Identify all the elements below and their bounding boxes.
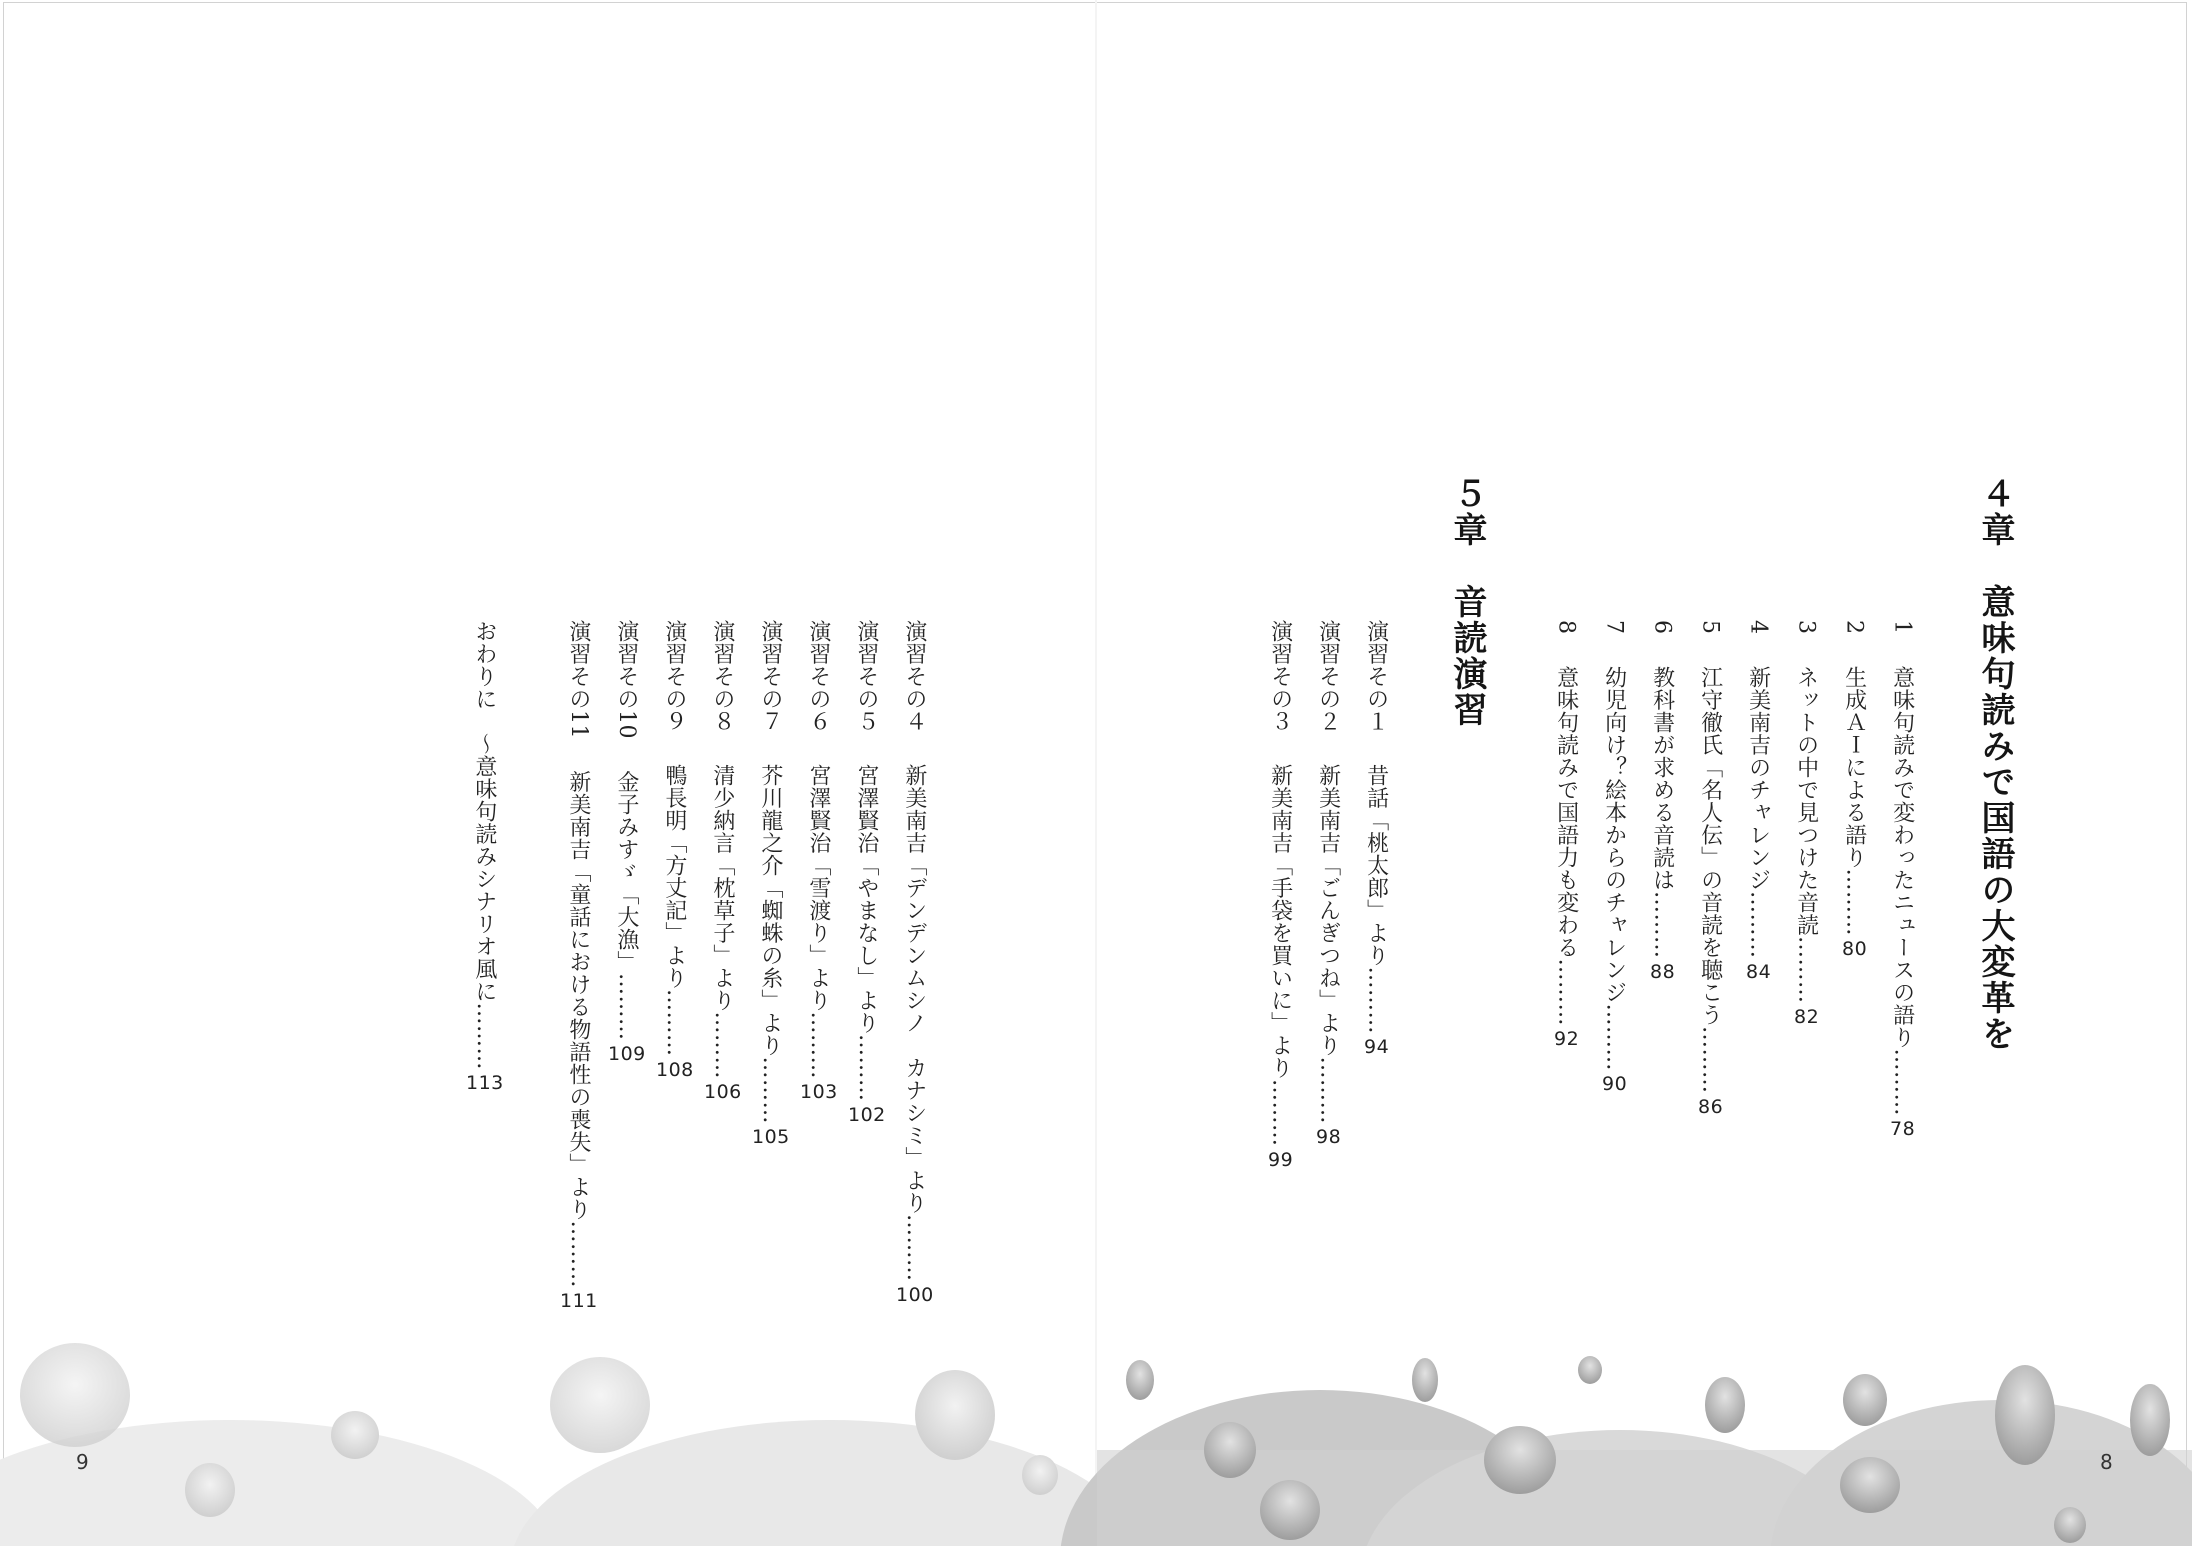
page-number: 105 [752,1126,790,1148]
item-title: 意味句読みで国語力も変わる……… [1553,666,1579,1026]
exercise-label: 演習その１ [1363,620,1389,733]
closing-item[interactable] [466,620,502,1093]
page-number: 100 [896,1283,934,1306]
page-number: 103 [800,1081,838,1103]
item-title: 清少納言「枕草子」より……… [709,764,735,1079]
chapter4-item[interactable] [1745,620,1772,983]
page-number: 92 [1554,1028,1580,1050]
chapter5-item[interactable] [1315,620,1342,1148]
page-number: 113 [466,1072,504,1094]
chapter5-item[interactable] [1267,620,1294,1171]
exercise-label: 演習その７ [757,620,783,733]
item-title: 江守徹氏「名人伝」の音読を聴こう……… [1697,666,1723,1094]
page-number: 84 [1746,960,1772,983]
item-number: 4 [1745,620,1771,635]
exercise-label: 演習その３ [1267,620,1293,733]
page-number: 78 [1890,1118,1916,1140]
chapter4-item[interactable] [1649,620,1676,983]
exercise-label: 演習その８ [709,620,735,733]
chapter5-item[interactable] [896,620,932,1305]
item-number: 2 [1841,620,1867,635]
chapter4-heading: ４章 意味句読みで国語の大変革を [1975,476,2015,1052]
page-number: 86 [1698,1095,1724,1118]
item-title: 意味句読みで変わったニュースの語り……… [1889,666,1915,1116]
chapter5-item[interactable] [704,620,740,1102]
page-number: 106 [704,1081,742,1103]
chapter5-item[interactable] [752,620,788,1147]
page-number: 111 [560,1290,598,1312]
chapter5-item[interactable] [608,620,644,1064]
chapter4-item[interactable] [1793,620,1820,1028]
chapter5-item[interactable] [656,620,692,1080]
item-number: 5 [1697,620,1723,635]
exercise-label: 演習その６ [805,620,831,733]
page-number: 88 [1650,960,1676,983]
item-title: 新美南吉「手袋を買いに」より……… [1267,764,1293,1147]
item-number: 8 [1553,620,1579,635]
exercise-label: 演習その９ [661,620,687,733]
exercise-label: 演習その５ [853,620,879,733]
chapter5-item[interactable] [560,620,596,1311]
item-title: 教科書が求める音読は……… [1649,666,1675,959]
chapter5-item[interactable] [1363,620,1390,1058]
exercise-label: 演習その２ [1315,620,1341,733]
chapter4-item[interactable] [1889,620,1916,1140]
item-title: 新美南吉のチャレンジ……… [1745,666,1771,959]
item-title: 鴨長明「方丈記」より……… [661,764,687,1057]
page-number: 99 [1268,1148,1294,1171]
chapter4-item[interactable] [1697,620,1724,1118]
exercise-label: 演習その11 [565,620,591,739]
chapter5-item[interactable] [848,620,884,1125]
page-number: 98 [1316,1126,1342,1148]
chapter4-item[interactable] [1841,620,1868,960]
exercise-label: 演習その10 [613,620,639,739]
item-title: 新美南吉「ごんぎつね」より……… [1315,764,1341,1124]
item-title: おわりに ～意味句読みシナリオ風に……… [471,620,497,1070]
item-title: 生成ＡＩによる語り……… [1841,666,1867,936]
chapter5-heading: ５章 音読演習 [1447,476,1487,728]
item-title: ネットの中で見つけた音読……… [1793,666,1819,1004]
page-number: 90 [1602,1073,1628,1095]
item-title: 芥川龍之介「蜘蛛の糸」より……… [757,764,783,1124]
item-number: 3 [1793,620,1819,635]
item-number: 6 [1649,620,1675,635]
item-number: 1 [1889,620,1915,635]
item-number: 7 [1601,620,1627,635]
page-number: 82 [1794,1005,1820,1028]
page-number: 94 [1364,1036,1390,1058]
item-title: 金子みすゞ「大漁」……… [613,770,639,1041]
page-number: 109 [608,1042,646,1065]
item-title: 新美南吉「童話における物語性の喪失」より……… [565,770,591,1288]
page-number: 102 [848,1103,886,1126]
chapter4-item[interactable] [1601,620,1628,1095]
item-title: 新美南吉「デンデンムシノ カナシミ」より……… [901,764,927,1282]
item-title: 宮澤賢治「やまなし」より……… [853,764,879,1102]
bubble-decoration [0,1300,2192,1546]
page-number: 108 [656,1058,694,1081]
folio-right: 8 [2100,1450,2113,1474]
folio-left: 9 [76,1450,89,1474]
item-title: 昔話「桃太郎」より……… [1363,764,1389,1034]
chapter5-item[interactable] [800,620,836,1102]
chapter4-item[interactable] [1553,620,1580,1050]
item-title: 宮澤賢治「雪渡り」より……… [805,764,831,1079]
exercise-label: 演習その４ [901,620,927,733]
page-number: 80 [1842,938,1868,960]
item-title: 幼児向け？絵本からのチャレンジ……… [1601,666,1627,1071]
